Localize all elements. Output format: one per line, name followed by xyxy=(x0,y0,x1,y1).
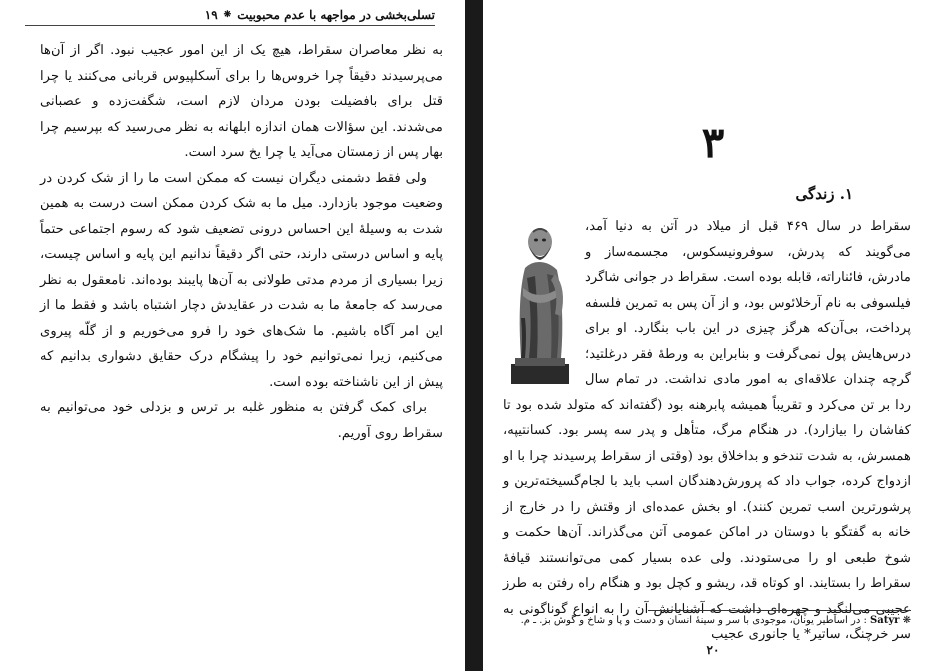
left-body-text xyxy=(40,38,443,446)
paragraph: سقراط در سال ۴۶۹ قبل از میلاد در آتن به دنیا آمد، می‌گویند که پدرش، سوفرونیسکوس، مجسمه‌ساز و مادرش، فائناراته، قابله بوده است. سقراط در جوانی شاگرد فیلسوفی به نام آرخلائوس بود، و از آن پس به تمرین فلسفه پرداخت، بی‌آن‌که هرگز چیزی در این باب بنگارد. او برای درس‌هایش پول نمی‌گرفت و بنابراین به ورطهٔ فقر درغلتید؛ گرچه چندان علاقه‌ای به امور مادی نداشت. در تمام سال ردا بر تن می‌کرد و تقریباً همیشه پابرهنه بود (گفته‌اند که متولد شده بود تا کفاشان را بیازارد). در هنگام مرگ، متأهل و پدر سه پسر بود. کسانتیپه، همسرش، به شدت تندخو و بداخلاق بود (وقتی از سقراط پرسیدند چرا با او ازدواج کرده، جواب داد که پرورش‌دهندگان اسب باید با لجام‌گسیخته‌ترین و پرشورترین اسب تمرین کنند). او بخش عمده‌ای از وقتش را در خارج از خانه به گفتگو با دوستان در اماکن عمومی آتن می‌گذراند. آن‌ها حکمت و شوخ طبعی او را می‌ستودند. ولی عده بسیار کمی می‌توانستند قیافهٔ سقراط را بستایند. او کوتاه قد، ریشو و کچل بود و هنگام راه رفتن به طرز عجیبی می‌لنگید و چهره‌ای داشت که آشنایانش آن را به انواع گوناگونی به سر خرچنگ، ساتیر* یا جانوری عجیب xyxy=(503,219,911,642)
footnote-rule xyxy=(648,610,911,611)
right-page xyxy=(483,0,943,671)
footnote-text: : در اساطیر یونان، موجودی با سر و سینهٔ انسان و دست و پا و شاخ و گوش بز. ـ م. xyxy=(520,615,867,626)
running-header xyxy=(25,8,435,26)
section-title: ۱. زندگی xyxy=(795,185,853,203)
paragraph: به نظر معاصران سقراط، هیچ یک از این امور عجیب نبود. اگر از آن‌ها می‌پرسیدند دقیقاً چرا خروس‌ها را برای آسکلپیوس قربانی می‌کنند یا چرا قتل برای بافضیلت بودن مردان لازم است، شگفت‌زده و عصبانی می‌شدند. این سؤالات همان اندازه ابلهانه به نظر می‌رسید که بپرسیم چرا بهار پس از زمستان می‌آید یا چرا یخ سرد است. xyxy=(40,43,443,160)
paragraph: ولی فقط دشمنی دیگران نیست که ممکن است ما را از شک کردن در وضعیت موجود بازدارد. میل ما به شک کردن ممکن است درست به همین شدت به وسیلهٔ این احساس درونی تضعیف شود که رسوم اجتماعی حتماً پایه و اساس درستی دارند، حتی اگر دقیقاً ندانیم این پایه و اساس چیست، زیرا بسیاری از مردم مدتی طولانی به آن‌ها پایبند بوده‌اند. نامعقول به نظر می‌رسد که جامعهٔ ما به شدت در عقایدش دچار اشتباه باشد و فقط ما از این امر آگاه باشیم. ما شک‌های خود را فرو می‌خوریم و از گلّه پیروی می‌کنیم، زیرا نمی‌توانیم خود را پیشگام درک حقایق دشواری بدانیم که پیش از این ناشناخته بوده است. xyxy=(40,170,443,390)
footnote-mark: ❋ xyxy=(902,615,911,626)
page-number: ۲۰ xyxy=(706,643,720,657)
left-page xyxy=(0,0,465,671)
footnote xyxy=(503,614,911,628)
header-page-number: ۱۹ xyxy=(204,8,218,22)
right-body-text xyxy=(503,214,911,648)
header-separator: ❋ xyxy=(223,10,232,20)
book-gutter xyxy=(465,0,483,671)
chapter-number: ۳ xyxy=(701,118,725,167)
socrates-statue-image xyxy=(503,218,575,386)
paragraph: برای کمک گرفتن به منظور غلبه بر ترس و بزدلی خود می‌توانیم به سقراط روی آوریم. xyxy=(40,400,443,441)
header-title: تسلی‌بخشی در مواجهه با عدم محبوبیت xyxy=(237,8,435,22)
footnote-term: Satyr xyxy=(870,615,900,626)
